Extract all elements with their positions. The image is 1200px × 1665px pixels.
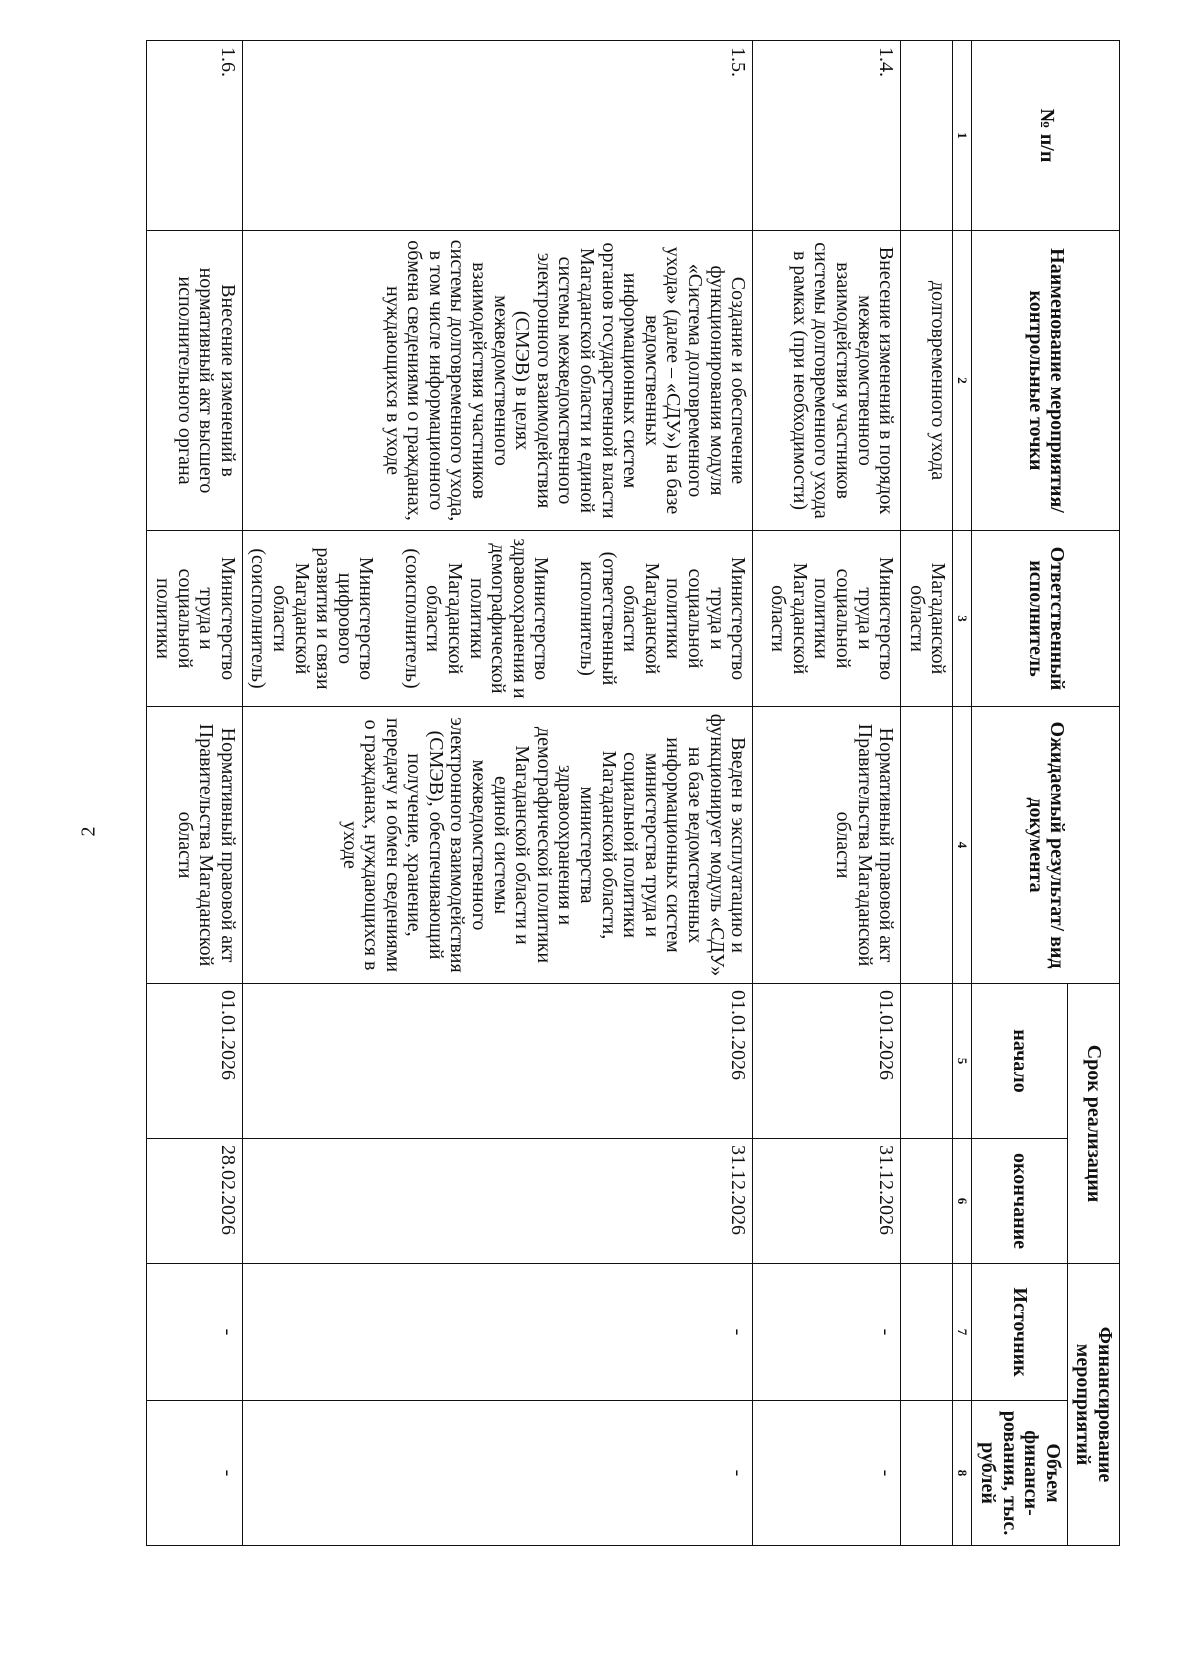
header-end: окончание	[972, 1139, 1067, 1264]
row-source	[901, 1264, 953, 1401]
row-amount: -	[147, 1401, 242, 1546]
table-row	[753, 41, 901, 1546]
row-executor: Министерство труда и социальной политики Магаданской области (ответственный исполнитель)	[576, 551, 750, 686]
row-result: Введен в эксплуатацию и функционирует модуль «СДУ» на базе ведомственных информационных систем министерства труда и социальной политики Магаданской области, министерства здравоохранения и демографической политики Магаданской области и единой системы межведомственного электронного взаимодействия (СМЭВ), обеспечивающий получение, хранение, передачу и обмен сведениями о гражданах, нуждающихся в уходе	[242, 707, 752, 984]
header-num: № п/п	[972, 41, 1120, 231]
header-executor: Ответственный исполнитель	[972, 531, 1120, 707]
col-number: 7	[953, 1264, 972, 1401]
row-num	[901, 41, 953, 231]
row-end: 28.02.2026	[147, 1139, 242, 1264]
row-end: 31.12.2026	[753, 1139, 901, 1264]
row-amount	[901, 1401, 953, 1546]
row-result	[901, 707, 953, 984]
row-num: 1.4.	[753, 41, 901, 231]
table-sheet	[120, 40, 1120, 1545]
table-row	[147, 41, 242, 1546]
row-executor-cell	[242, 531, 752, 707]
row-start: 01.01.2026	[147, 984, 242, 1139]
header-start: начало	[972, 984, 1067, 1139]
col-number: 3	[953, 531, 972, 707]
row-name: Внесение изменений в порядок межведомственного взаимодействия участников системы долговременного ухода в рамках (при необходимости)	[753, 231, 901, 531]
table-row	[901, 41, 953, 1546]
col-number: 8	[953, 1401, 972, 1546]
row-co-executor: Министерство цифрового развития и связи Магаданской области (соисполнитель)	[247, 547, 378, 690]
row-source: -	[753, 1264, 901, 1401]
row-amount: -	[753, 1401, 901, 1546]
row-source: -	[242, 1264, 752, 1401]
row-result: Нормативный правовой акт Правительства Магаданской области	[147, 707, 242, 984]
row-num: 1.5.	[242, 41, 752, 231]
row-end: 31.12.2026	[242, 1139, 752, 1264]
row-executor: Министерство труда и социальной политики Магаданской области	[753, 531, 901, 707]
header-name: Наименование мероприятия/ контрольные точки	[972, 231, 1120, 531]
row-source: -	[147, 1264, 242, 1401]
col-number: 4	[953, 707, 972, 984]
row-amount: -	[242, 1401, 752, 1546]
row-name: долговременного ухода	[901, 231, 953, 531]
col-number: 1	[953, 41, 972, 231]
plan-table	[146, 40, 1120, 1546]
row-co-executor: Министерство здравоохранения и демографической политики Магаданской области (соисполнитель)	[400, 538, 553, 699]
header-result: Ожидаемый результат/ вид документа	[972, 707, 1120, 984]
row-name: Внесение изменений в нормативный акт высшего исполнительного органа	[147, 231, 242, 531]
table-row	[242, 41, 752, 1546]
header-source: Источник	[972, 1264, 1067, 1401]
header-period: Срок реализации	[1067, 984, 1119, 1264]
row-start: 01.01.2026	[753, 984, 901, 1139]
col-number: 5	[953, 984, 972, 1139]
header-financing: Финансирование мероприятий	[1067, 1264, 1119, 1546]
row-name: Создание и обеспечение функционирования модуля «Система долговременного ухода» (далее – «СДУ») на базе ведомственных информационных систем органов государственной власти Магаданской области и единой системы межведомственного электронного взаимодействия (СМЭВ) в целях межведомственного взаимодействия участников системы долговременного ухода, в том числе информационного обмена сведениями о гражданах, нуждающихся в уходе	[242, 231, 752, 531]
row-num: 1.6.	[147, 41, 242, 231]
row-start: 01.01.2026	[242, 984, 752, 1139]
column-number-row	[953, 41, 972, 1546]
row-result: Нормативный правовой акт Правительства Магаданской области	[753, 707, 901, 984]
row-executor: Министерство труда и социальной политики	[147, 531, 242, 707]
page-number: 2	[77, 826, 100, 837]
header-amount: Объем финанси-рования, тыс. рублей	[972, 1401, 1067, 1546]
row-executor: Магаданской области	[901, 531, 953, 707]
col-number: 6	[953, 1139, 972, 1264]
row-end	[901, 1139, 953, 1264]
col-number: 2	[953, 231, 972, 531]
row-start	[901, 984, 953, 1139]
